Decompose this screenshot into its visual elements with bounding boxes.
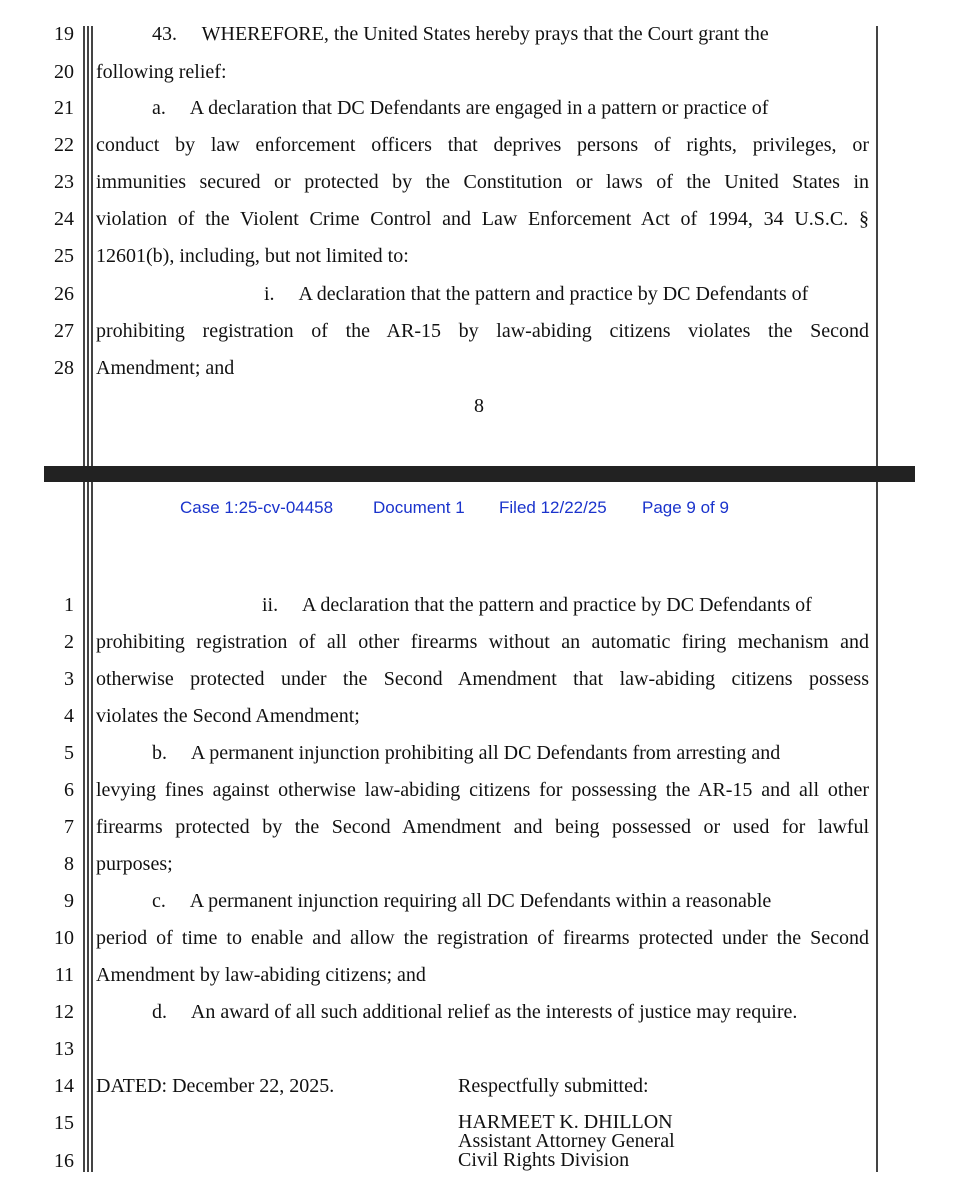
left-margin-rule-inner — [87, 482, 89, 1172]
line-number: 9 — [64, 890, 74, 912]
body-line: otherwise protected under the Second Amendment that law-abiding citizens possess — [96, 668, 869, 690]
line-number: 23 — [54, 171, 74, 193]
line-number: 26 — [54, 283, 74, 305]
signer-division: Civil Rights Division — [458, 1149, 630, 1171]
header-case-number: Case 1:25-cv-04458 — [180, 498, 334, 517]
line-number: 24 — [54, 208, 74, 230]
line-number: 14 — [54, 1075, 74, 1097]
left-margin-rule-inner — [87, 26, 89, 466]
left-margin-rule-3 — [91, 26, 93, 466]
body-line: 12601(b), including, but not limited to: — [96, 245, 409, 267]
line-number: 3 — [64, 668, 74, 690]
body-line: following relief: — [96, 61, 227, 83]
body-line: violation of the Violent Crime Control and Law Enforcement Act of 1994, 34 U.S.C. § — [96, 208, 869, 230]
line-number: 28 — [54, 357, 74, 379]
respectfully-submitted: Respectfully submitted: — [458, 1075, 649, 1097]
left-margin-rule — [83, 482, 85, 1172]
right-margin-rule — [876, 26, 878, 466]
line-number: 8 — [64, 853, 74, 875]
line-number: 7 — [64, 816, 74, 838]
line-number: 25 — [54, 245, 74, 267]
body-line: Amendment by law-abiding citizens; and — [96, 964, 426, 986]
header-page-count: Page 9 of 9 — [642, 498, 729, 517]
paragraph-43-line: 43. WHEREFORE, the United States hereby prays that the Court grant the — [152, 23, 769, 45]
line-number: 11 — [54, 964, 74, 986]
item-a-line: a. A declaration that DC Defendants are engaged in a pattern or practice of — [152, 97, 769, 119]
body-line: conduct by law enforcement officers that deprives persons of rights, privileges, or — [96, 134, 869, 156]
body-line: immunities secured or protected by the Constitution or laws of the United States in — [96, 171, 869, 193]
line-number: 12 — [54, 1001, 74, 1023]
item-c-line: c. A permanent injunction requiring all DC Defendants within a reasonable — [152, 890, 772, 912]
line-number: 27 — [54, 320, 74, 342]
body-line: violates the Second Amendment; — [96, 705, 360, 727]
dated-line: DATED: December 22, 2025. — [96, 1075, 335, 1097]
line-number: 10 — [54, 927, 74, 949]
body-line: purposes; — [96, 853, 173, 875]
body-line: levying fines against otherwise law-abiding citizens for possessing the AR-15 and all other — [96, 779, 869, 801]
line-number: 13 — [54, 1038, 74, 1060]
body-line: prohibiting registration of all other firearms without an automatic firing mechanism and — [96, 631, 869, 653]
line-number: 1 — [64, 594, 74, 616]
page-separator — [44, 466, 915, 482]
body-line: firearms protected by the Second Amendment and being possessed or used for lawful — [96, 816, 869, 838]
line-number: 2 — [64, 631, 74, 653]
item-b-line: b. A permanent injunction prohibiting all DC Defendants from arresting and — [152, 742, 781, 764]
line-number: 6 — [64, 779, 74, 801]
left-margin-rule — [83, 26, 85, 466]
line-number: 16 — [54, 1150, 74, 1172]
left-margin-rule-3 — [91, 482, 93, 1172]
item-ii-line: ii. A declaration that the pattern and practice by DC Defendants of — [262, 594, 812, 616]
line-number: 20 — [54, 61, 74, 83]
signer-name: HARMEET K. DHILLON — [458, 1111, 673, 1133]
header-document: Document 1 — [373, 498, 465, 517]
body-line: prohibiting registration of the AR-15 by law-abiding citizens violates the Second — [96, 320, 869, 342]
page-number: 8 — [474, 395, 484, 417]
right-margin-rule — [876, 482, 878, 1172]
line-number: 22 — [54, 134, 74, 156]
line-number: 4 — [64, 705, 74, 727]
item-d-line: d. An award of all such additional relief as the interests of justice may require. — [152, 1001, 798, 1023]
line-number: 5 — [64, 742, 74, 764]
body-line: Amendment; and — [96, 357, 235, 379]
body-line: period of time to enable and allow the registration of firearms protected under the Second — [96, 927, 869, 949]
line-number: 21 — [54, 97, 74, 119]
signer-title: Assistant Attorney General — [458, 1130, 675, 1152]
item-i-line: i. A declaration that the pattern and practice by DC Defendants of — [264, 283, 809, 305]
line-number: 15 — [54, 1112, 74, 1134]
line-number: 19 — [54, 23, 74, 45]
header-filed-date: Filed 12/22/25 — [499, 498, 607, 517]
